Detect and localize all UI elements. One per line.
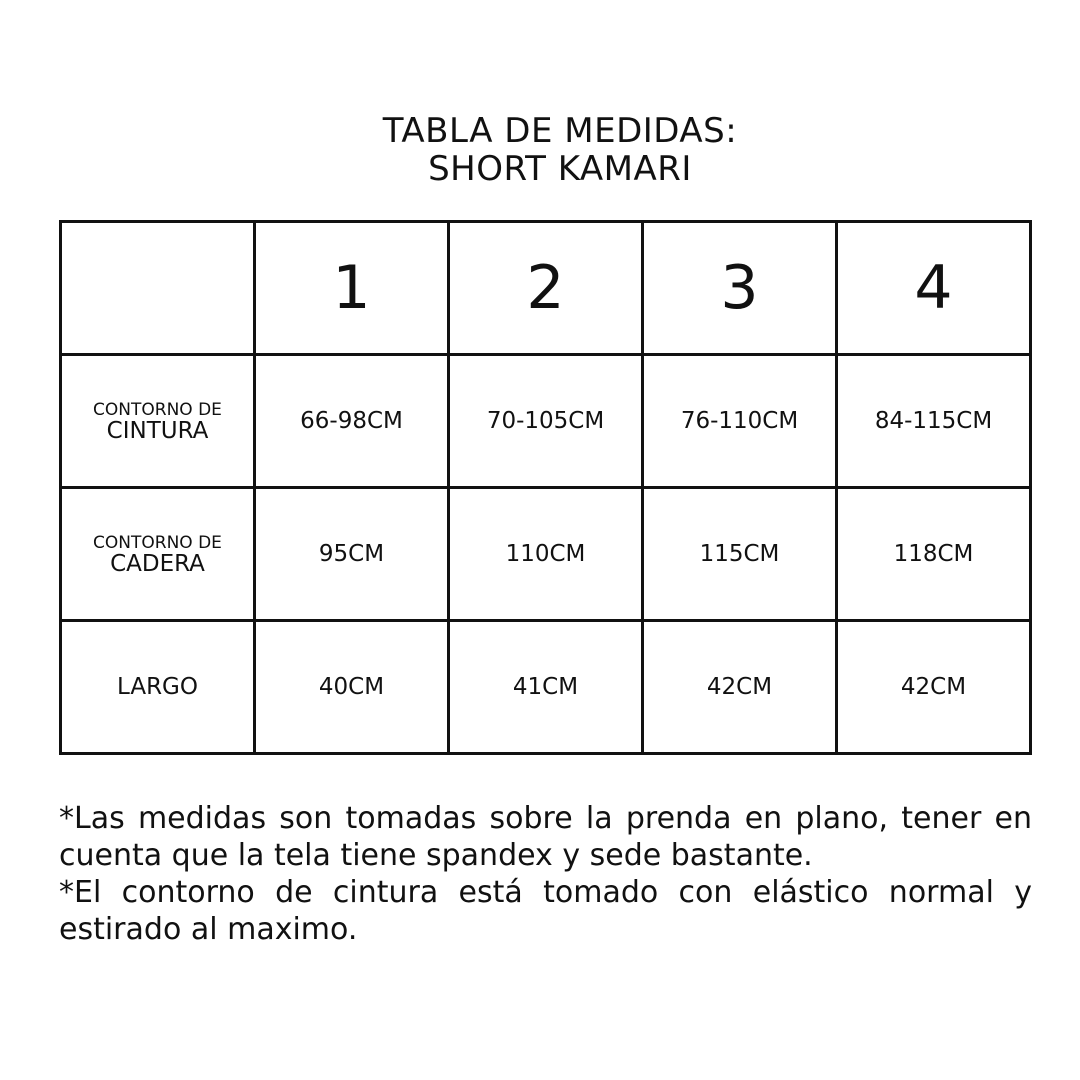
- title-line-1: TABLA DE MEDIDAS:: [382, 111, 738, 151]
- table-cell: 42CM: [837, 621, 1031, 754]
- notes: [59, 800, 1032, 948]
- table-cell: 118CM: [837, 488, 1031, 621]
- table-row-largo: [61, 621, 1031, 754]
- table-cell: 40CM: [255, 621, 449, 754]
- row-label-largo: LARGO: [61, 621, 255, 754]
- table-row-cintura: [61, 355, 1031, 488]
- table-cell: 66-98CM: [255, 355, 449, 488]
- table-cell: 95CM: [255, 488, 449, 621]
- size-header-1: 1: [255, 222, 449, 355]
- size-header-4: 4: [837, 222, 1031, 355]
- size-chart-table: [59, 220, 1032, 755]
- size-header-2: 2: [449, 222, 643, 355]
- table-cell: 110CM: [449, 488, 643, 621]
- empty-corner-cell: [61, 222, 255, 355]
- row-label-cadera: [61, 488, 255, 621]
- table-cell: 70-105CM: [449, 355, 643, 488]
- table-cell: 76-110CM: [643, 355, 837, 488]
- table-row-cadera: [61, 488, 1031, 621]
- page-title: [0, 112, 1080, 188]
- table-cell: 115CM: [643, 488, 837, 621]
- row-label-small: CONTORNO DE: [93, 399, 222, 420]
- table-cell: 84-115CM: [837, 355, 1031, 488]
- table-cell: 41CM: [449, 621, 643, 754]
- title-line-2: SHORT KAMARI: [428, 149, 692, 189]
- row-label-cintura: [61, 355, 255, 488]
- row-label-small: CONTORNO DE: [93, 532, 222, 553]
- size-header-3: 3: [643, 222, 837, 355]
- row-label-big: CINTURA: [106, 417, 209, 444]
- note-2: *El contorno de cintura está tomado con elástico normal y estirado al maximo.: [59, 875, 1032, 947]
- row-label-big: CADERA: [110, 550, 205, 577]
- note-1: *Las medidas son tomadas sobre la prenda en plano, tener en cuenta que la tela tiene spandex y sede bastante.: [59, 801, 1032, 873]
- table-cell: 42CM: [643, 621, 837, 754]
- table-header-row: [61, 222, 1031, 355]
